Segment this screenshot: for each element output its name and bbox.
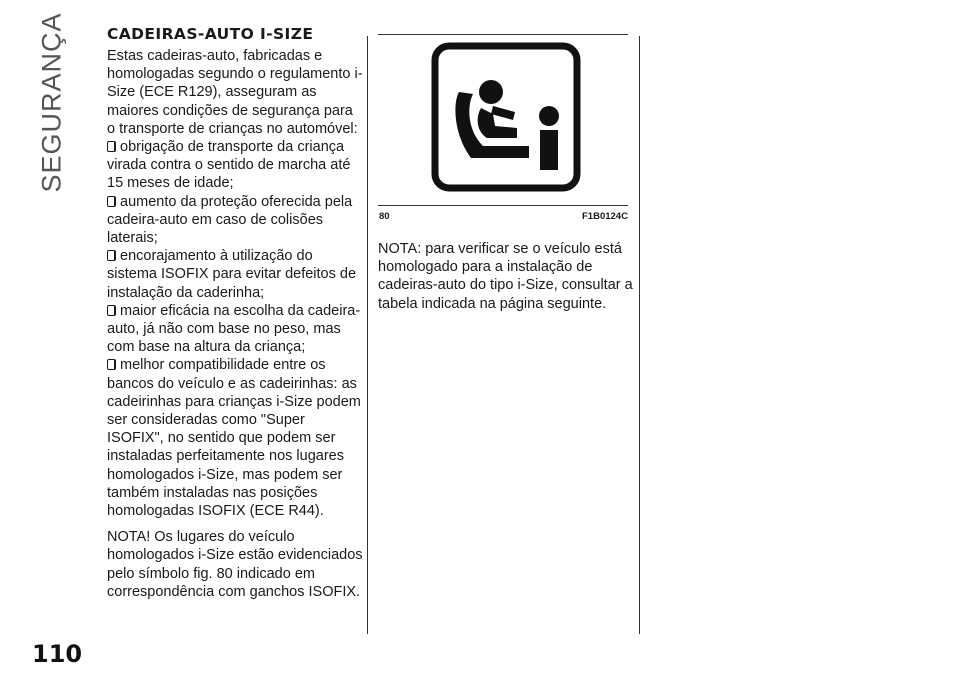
- intro-paragraph: Estas cadeiras-auto, fabricadas e homologadas segundo o regulamento i-Size (ECE R129), asseguram as maiores condições de segurança para o transporte de crianças no automóvel:: [107, 48, 363, 137]
- column-divider: [639, 36, 640, 634]
- bullet-marker-icon: [107, 305, 116, 316]
- bullet-item: aumento da proteção oferecida pela cadeira-auto em caso de colisões laterais;: [107, 193, 353, 247]
- right-column: [378, 240, 634, 313]
- figure-code: F1B0124C: [582, 211, 628, 222]
- bullet-marker-icon: [107, 141, 116, 152]
- note-paragraph: NOTA: para verificar se o veículo está homologado para a instalação de cadeiras-auto do tipo i-Size, consultar a tabela indicada na página seguinte.: [378, 241, 633, 312]
- bullet-item: maior eficácia na escolha da cadeira-auto, já não com base no peso, mas com base na altura da criança;: [107, 302, 361, 356]
- page-number: 110: [32, 640, 83, 668]
- bullet-marker-icon: [107, 196, 116, 207]
- bullet-marker-icon: [107, 359, 116, 370]
- bullet-item: obrigação de transporte da criança virada contra o sentido de marcha até 15 meses de idade;: [107, 139, 351, 192]
- bullet-item: encorajamento à utilização do sistema ISOFIX para evitar defeitos de instalação da caderinha;: [107, 248, 357, 301]
- left-column: [107, 25, 363, 601]
- column-divider: [367, 36, 368, 634]
- bullet-item: melhor compatibilidade entre os bancos do veículo e as cadeirinhas: as cadeirinhas para crianças i-Size podem ser consideradas como "Super ISOFIX", no sentido que podem ser instaladas perfeitamente nos lugares homologados i-Size, mas podem ser também instaladas nas posições homologadas ISOFIX (ECE R44).: [107, 357, 361, 520]
- note-paragraph: NOTA! Os lugares do veículo homologados i-Size estão evidenciados pelo símbolo fig. 80 indicado em correspondência com ganchos ISOFIX.: [107, 529, 363, 600]
- section-side-label: [22, 11, 82, 193]
- figure-top-rule: [378, 34, 628, 35]
- section-label-text: SEGURANÇA: [36, 11, 67, 193]
- figure-number: 80: [379, 211, 390, 222]
- i-size-child-seat-icon: [431, 42, 581, 192]
- bullet-marker-icon: [107, 250, 116, 261]
- figure-bottom-rule: [378, 205, 628, 206]
- section-title: CADEIRAS-AUTO I-SIZE: [107, 25, 314, 43]
